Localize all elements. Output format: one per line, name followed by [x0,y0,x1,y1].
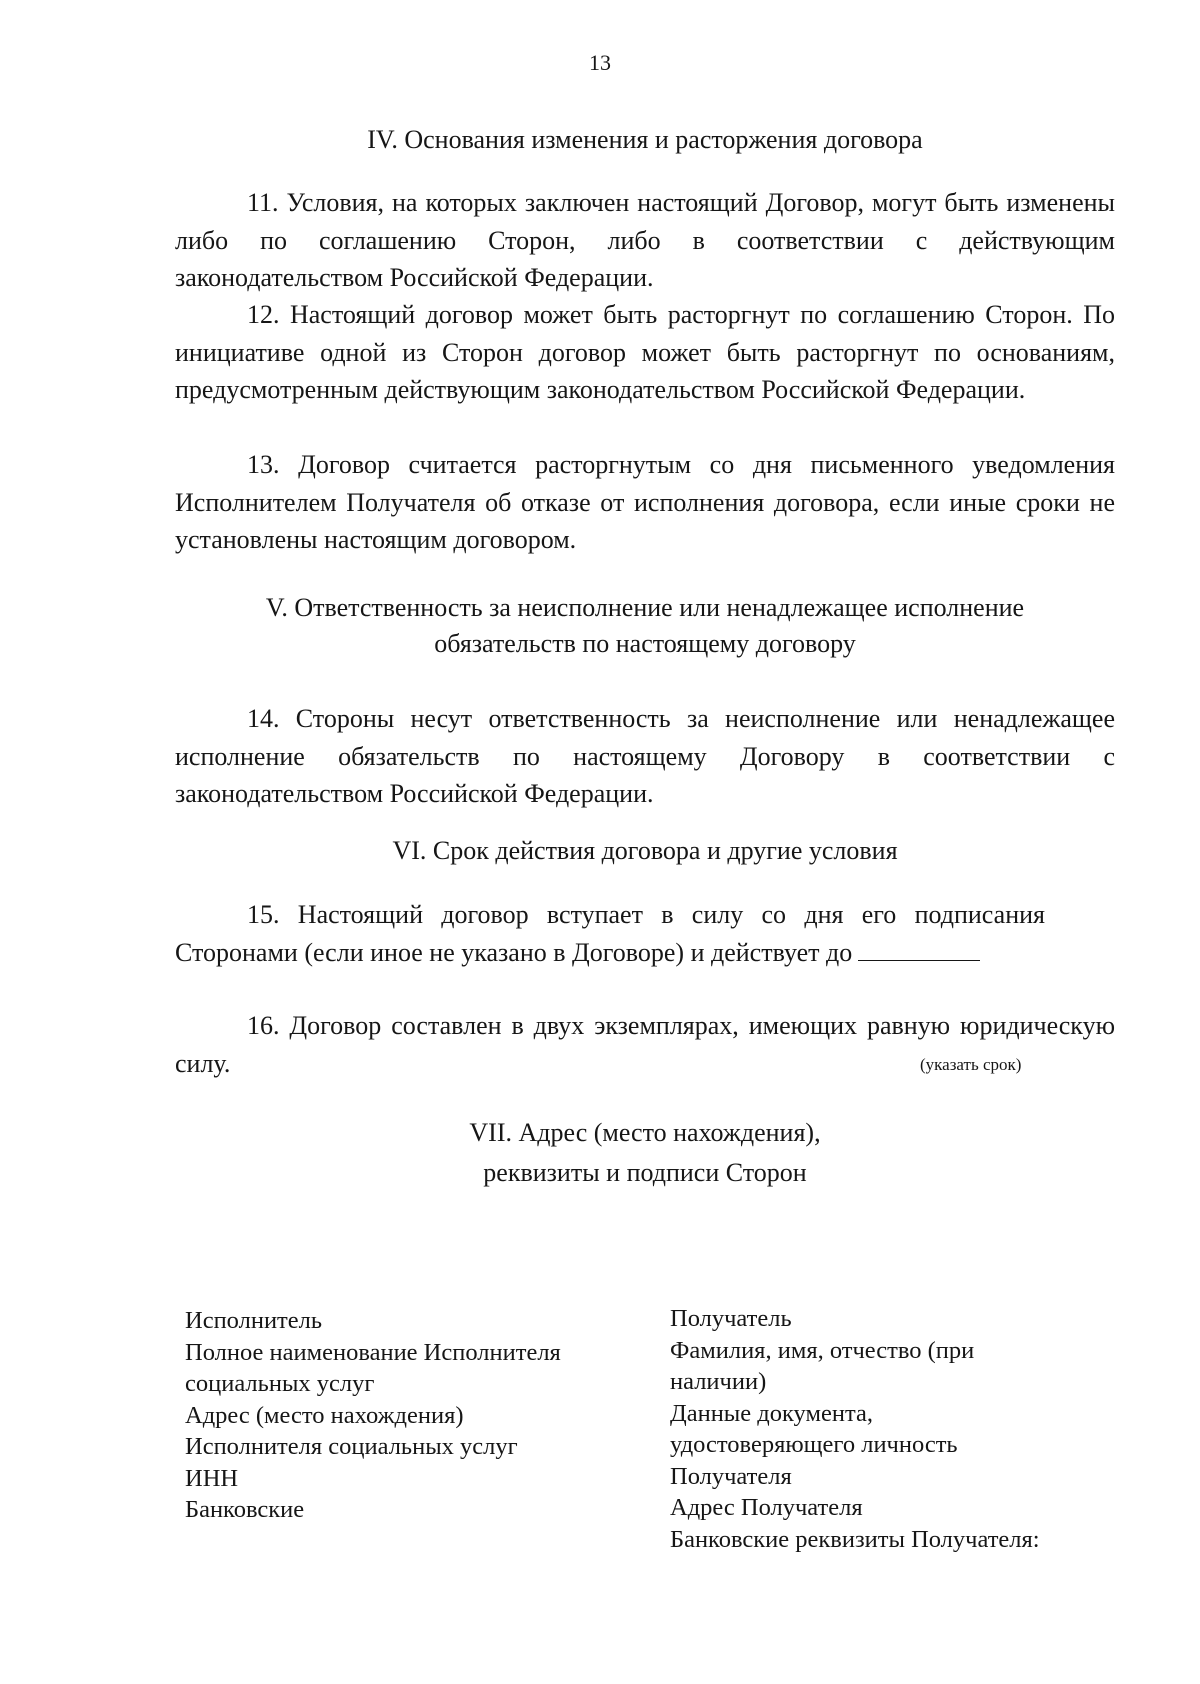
recipient-line: Получатель [670,1305,792,1332]
executor-block [185,1305,561,1526]
section-4-title: IV. Основания изменения и расторжения договора [367,125,923,154]
recipient-line: Данные документа, [670,1399,873,1427]
clause-15-text: 15. Настоящий договор вступает в силу со дня его подписания Сторонами (если иное не указано в Договоре) и действует до [175,900,1045,967]
clause-15 [175,896,1045,971]
executor-line: Полное наименование Исполнителя [185,1338,561,1366]
section-5-title [175,590,1115,662]
executor-line: Исполнитель [185,1307,323,1334]
recipient-line: наличии) [670,1368,767,1395]
executor-line: Банковские [185,1496,305,1523]
page-number: 13 [589,50,611,75]
executor-line: ИНН [185,1464,239,1492]
clause-14: 14. Стороны несут ответственность за неисполнение или ненадлежащее исполнение обязательств по настоящему Договору в соответствии с законодательством Российской Федерации. [175,704,1115,808]
section-7-title-line2: реквизиты и подписи Сторон [483,1158,807,1187]
section-5-title-line1: V. Ответственность за неисполнение или ненадлежащее исполнение [265,593,1025,622]
recipient-line: Получателя [670,1462,792,1490]
recipient-line: удостоверяющего личность [670,1431,958,1458]
executor-line: социальных услуг [185,1370,375,1397]
clause-13: 13. Договор считается расторгнутым со дня письменного уведомления Исполнителем Получателя об отказе от исполнения договора, если иные сроки не установлены настоящим договором. [175,450,1115,554]
recipient-line: Фамилия, имя, отчество (при [670,1336,975,1364]
recipient-line: Адрес Получателя [670,1494,863,1521]
recipient-line: Банковские реквизиты Получателя: [670,1525,1040,1553]
clause-16: 16. Договор составлен в двух экземплярах, имеющих равную юридическую силу. [175,1011,1115,1078]
term-note: (указать срок) [920,1055,1022,1074]
executor-line: Исполнителя социальных услуг [185,1433,518,1460]
section-6-title: VI. Срок действия договора и другие условия [392,836,898,865]
term-blank-line [858,936,980,961]
clause-11: 11. Условия, на которых заключен настоящий Договор, могут быть изменены либо по соглашению Сторон, либо в соответствии с действующим законодательством Российской Федерации. [175,188,1115,292]
section-5-title-line2: обязательств по настоящему договору [434,629,856,658]
recipient-block [670,1303,1040,1555]
executor-line: Адрес (место нахождения) [185,1401,464,1429]
section-7-title [175,1115,1115,1191]
clause-12: 12. Настоящий договор может быть расторгнут по соглашению Сторон. По инициативе одной из Сторон договор может быть расторгнут по основаниям, предусмотренным действующим законодательством Российской Федерации. [175,300,1115,404]
section-7-title-line1: VII. Адрес (место нахождения), [469,1118,821,1147]
